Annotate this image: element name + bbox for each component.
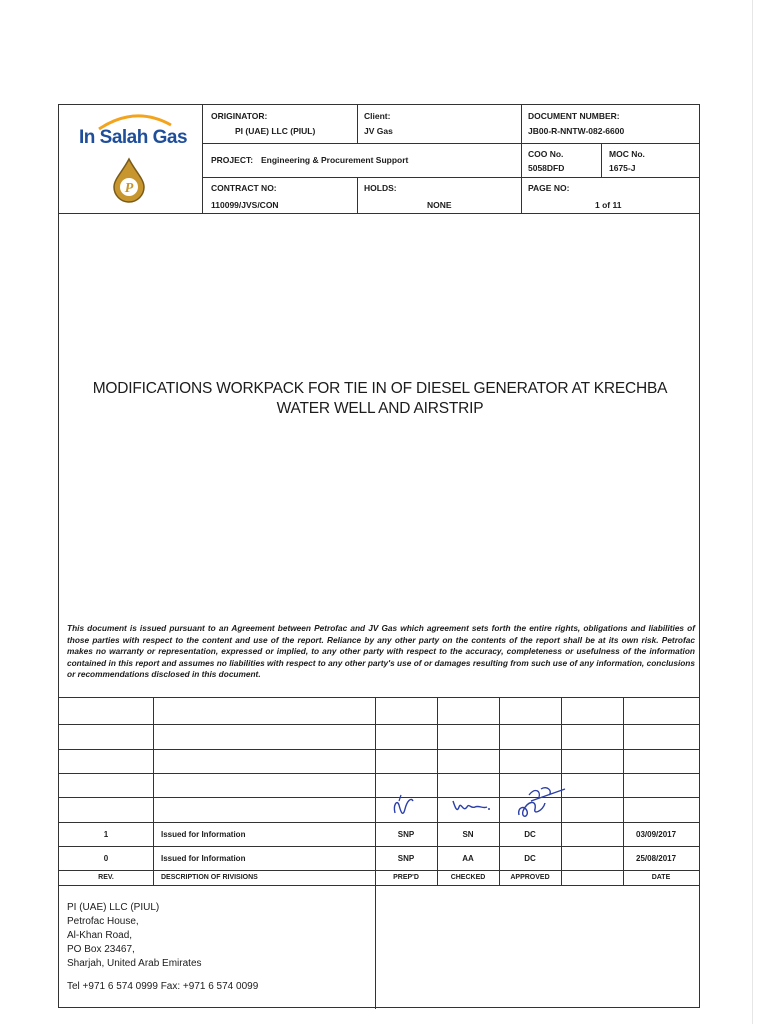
prepd-cell: SNP (397, 854, 415, 863)
approved-cell: DC (524, 830, 536, 839)
svg-text:P: P (124, 181, 134, 196)
divider (202, 105, 203, 213)
document-number-label: DOCUMENT NUMBER: (528, 111, 620, 121)
table-rule (375, 697, 376, 1009)
petrofac-drop-emblem-icon (111, 157, 147, 203)
divider (202, 143, 699, 144)
divider (357, 177, 358, 213)
logo-area (59, 105, 202, 213)
address-line: Petrofac House, (67, 916, 139, 927)
disclaimer-text: This document is issued pursuant to an Agreement between Petrofac and JV Gas which agreement sets forth the entire rights, obligations and liabilities of those parties with respect to the content and use of the report. Reliance by any other party on the contents of the report shall be at its own risk. Petrofac makes no warranty or representation, expressed or implied, to any other party with respect to the accuracy, completeness or usefulness of the information contained in this report and assumes no liabilities with respect to any other party's use of or damages resulting from such use of any information, conclusions or recommendations disclosed in this document. (67, 623, 695, 680)
company-address (67, 901, 202, 971)
table-rule (59, 697, 699, 698)
rev-cell: 0 (103, 854, 109, 863)
description-header: DESCRIPTION OF RIVISIONS (161, 874, 258, 881)
description-cell: Issued for Information (161, 830, 246, 839)
address-line: Sharjah, United Arab Emirates (67, 958, 202, 969)
contract-label: CONTRACT NO: (211, 183, 277, 193)
document-title (59, 379, 701, 419)
table-rule (59, 749, 699, 750)
address-line: PO Box 23467, (67, 944, 135, 955)
table-rule (59, 822, 699, 823)
table-rule (59, 773, 699, 774)
table-rule (153, 697, 154, 885)
holds-value: NONE (427, 200, 452, 210)
prepd-cell: SNP (397, 830, 415, 839)
contract-value: 110099/JVS/CON (211, 200, 279, 210)
table-rule (59, 797, 699, 798)
divider (521, 105, 522, 213)
coo-value: 5058DFD (528, 163, 565, 173)
table-rule (623, 697, 624, 885)
project-value: Engineering & Procurement Support (261, 155, 409, 165)
contact-phone-fax: Tel +971 6 574 0999 Fax: +971 6 574 0099 (67, 981, 259, 992)
divider (601, 143, 602, 177)
address-line: Al-Khan Road, (67, 930, 133, 941)
divider (59, 213, 699, 214)
moc-value: 1675-J (609, 163, 636, 173)
rev-header: REV. (98, 874, 114, 881)
table-rule (59, 870, 699, 871)
company-logo-text: In Salah Gas (79, 127, 188, 148)
holds-label: HOLDS: (364, 183, 397, 193)
project-label: PROJECT: (211, 155, 254, 165)
table-rule (59, 846, 699, 847)
approved-header: APPROVED (510, 874, 550, 881)
prepd-header: PREP'D (393, 874, 419, 881)
page-label: PAGE NO: (528, 183, 570, 193)
document-title-line-1: MODIFICATIONS WORKPACK FOR TIE IN OF DIESEL GENERATOR AT KRECHBA (92, 380, 668, 397)
address-line: PI (UAE) LLC (PIUL) (67, 902, 160, 913)
date-cell: 25/08/2017 (636, 854, 677, 863)
table-rule (59, 724, 699, 725)
checked-cell: SN (462, 830, 474, 839)
moc-label: MOC No. (609, 149, 645, 159)
date-cell: 03/09/2017 (636, 830, 677, 839)
document-title-line-2: WATER WELL AND AIRSTRIP (276, 400, 484, 417)
checked-signature-icon (449, 795, 493, 819)
page-value: 1 of 11 (595, 200, 622, 210)
prepared-signature-icon (387, 791, 427, 821)
client-label: Client: (364, 111, 391, 121)
divider (202, 177, 699, 178)
table-rule (59, 885, 699, 886)
originator-label: ORIGINATOR: (211, 111, 268, 121)
checked-cell: AA (462, 854, 474, 863)
page-edge (752, 0, 753, 1024)
approved-cell: DC (524, 854, 536, 863)
client-value: JV Gas (364, 126, 393, 136)
originator-value: PI (UAE) LLC (PIUL) (235, 126, 316, 136)
rev-cell: 1 (103, 830, 109, 839)
divider (357, 105, 358, 143)
approved-signature-icon (509, 781, 569, 823)
coo-label: COO No. (528, 149, 564, 159)
checked-header: CHECKED (450, 874, 486, 881)
date-header: DATE (651, 874, 671, 881)
description-cell: Issued for Information (161, 854, 246, 863)
document-number-value: JB00-R-NNTW-082-6600 (528, 126, 625, 136)
document-sheet (58, 104, 700, 1008)
